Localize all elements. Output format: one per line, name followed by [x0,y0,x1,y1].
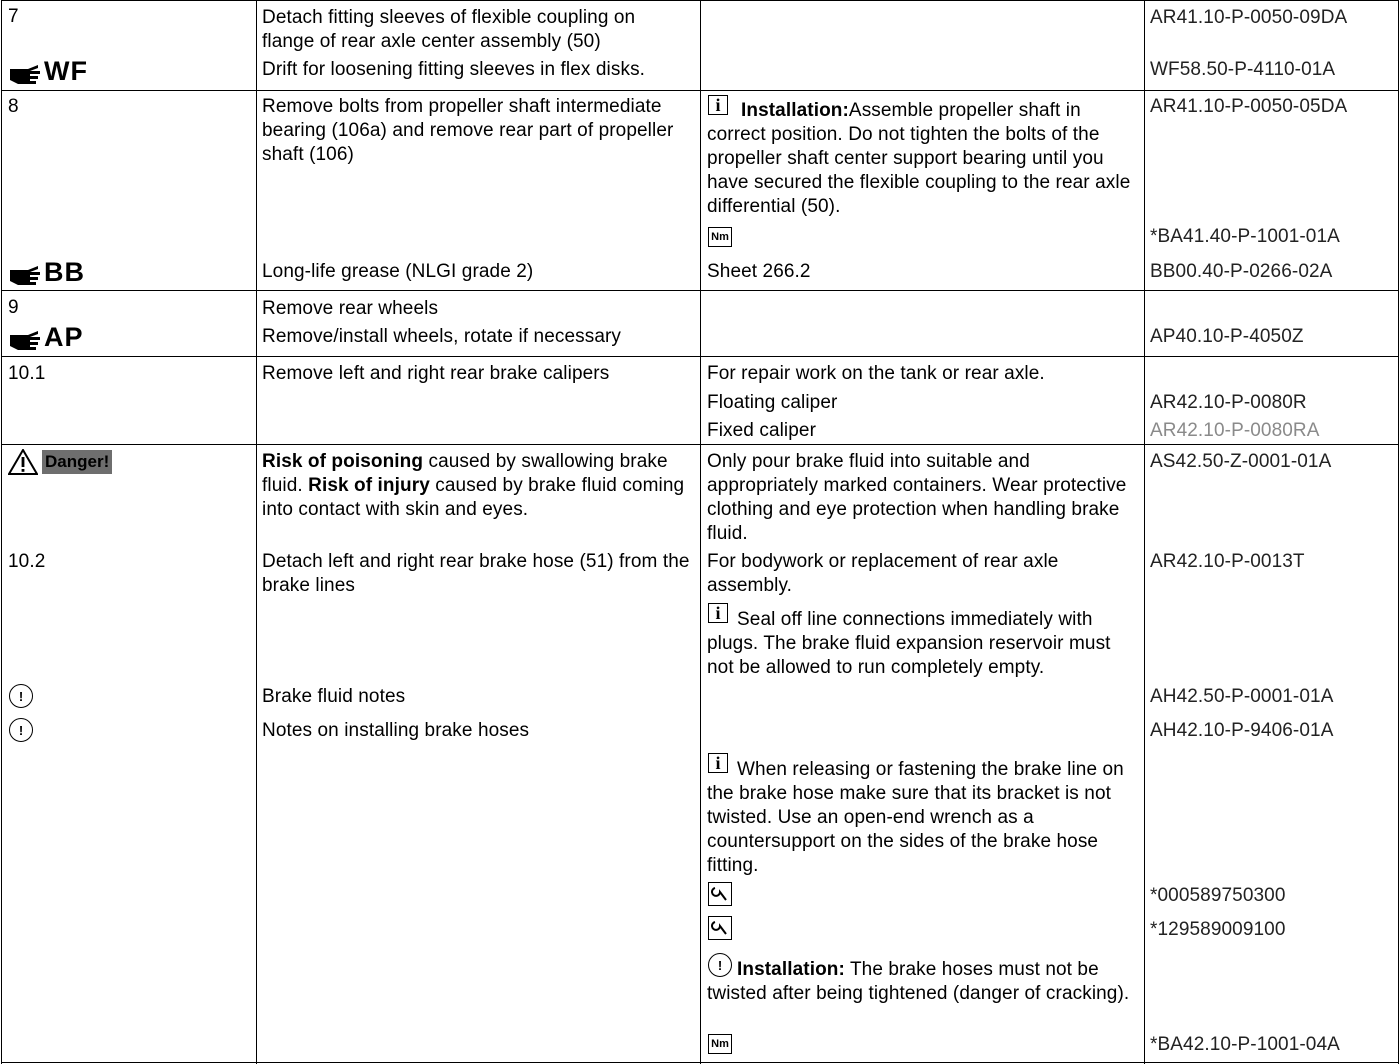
step-note: For bodywork or replacement of rear axle assembly. [707,551,1059,596]
note-text: The brake hoses must not be twisted after being tightened (danger of cracking). [707,959,1130,1004]
note-reference-icon: ! [9,684,33,708]
tool-reference [8,56,88,87]
risk-heading: Risk of injury [308,475,430,496]
column-divider [1144,0,1145,1064]
torque-nm-icon: Nm [708,1034,732,1054]
column-divider [1398,0,1399,1064]
info-icon: i [708,603,728,623]
notes-label: Notes on installing brake hoses [262,720,530,741]
procedure-code: AP [44,322,84,352]
reference-link[interactable]: BB00.40-P-0266-02A [1150,261,1333,282]
info-icon: i [708,95,728,115]
pointing-hand-icon [8,260,42,286]
risk-text: caused by swallowing brake fluid. [262,451,668,496]
danger-badge: Danger! [42,450,112,474]
step-number: 10.1 [8,363,46,384]
danger-label [8,449,112,475]
danger-text [262,450,694,522]
step-number: 7 [8,6,19,27]
danger-note: Only pour brake fluid into suitable and appropriately marked containers. Wear protective clothing and eye protection when handling brake fluid. [707,451,1127,544]
reference-link[interactable]: *BA41.40-P-1001-01A [1150,226,1340,247]
installation-note [707,99,1141,219]
step-number: 9 [8,297,19,318]
step-number: 10.2 [8,551,46,572]
procedure-reference [8,322,84,353]
tool-code: WF [44,56,88,86]
note-reference-icon: ! [9,718,33,742]
reference-link[interactable]: AR42.10-P-0080RA [1150,420,1320,441]
warning-icon [8,449,38,475]
reference-link[interactable]: AP40.10-P-4050Z [1150,326,1304,347]
reference-link[interactable]: *BA42.10-P-1001-04A [1150,1034,1340,1055]
reference-link[interactable]: *129589009100 [1150,919,1286,940]
installation-note [707,958,1139,1006]
reference-link[interactable]: AH42.50-P-0001-01A [1150,686,1334,707]
tool-text: Drift for loosening fitting sleeves in flex disks. [262,59,646,80]
pointing-hand-icon [8,59,42,85]
notes-label: Brake fluid notes [262,686,406,707]
consumable-code: BB [44,257,85,287]
step-text: Remove rear wheels [262,298,439,319]
step-text: Detach fitting sleeves of flexible coupling on flange of rear axle center assembly (50) [262,7,636,52]
column-divider [700,0,701,1064]
step-number: 8 [8,96,19,117]
note-heading: Installation: [741,100,849,121]
reference-link[interactable]: AR42.10-P-0080R [1150,392,1307,413]
procedure-text: Remove/install wheels, rotate if necessary [262,326,622,347]
option-label: Fixed caliper [707,420,817,441]
reference-link[interactable]: AS42.50-Z-0001-01A [1150,451,1332,472]
note-heading: Installation: [737,959,845,980]
reference-link[interactable]: *000589750300 [1150,885,1286,906]
risk-text: caused by brake fluid coming into contact with skin and eyes. [262,475,685,520]
step-text: Remove left and right rear brake calipers [262,363,610,384]
step-note: For repair work on the tank or rear axle. [707,363,1045,384]
reference-link[interactable]: AR41.10-P-0050-05DA [1150,96,1348,117]
column-divider [1,0,2,1064]
special-tool-icon [708,882,732,906]
reference-link[interactable]: AR42.10-P-0013T [1150,551,1305,572]
pointing-hand-icon [8,325,42,351]
consumable-sheet: Sheet 266.2 [707,261,811,282]
consumable-text: Long-life grease (NLGI grade 2) [262,261,534,282]
note-text: Assemble propeller shaft in correct position. Do not tighten the bolts of the propeller shaft center support bearing until you have secured the flexible coupling to the rear axle differential (50). [707,100,1131,217]
torque-nm-icon: Nm [708,227,732,247]
info-note: Seal off line connections immediately with plugs. The brake fluid expansion reservoir must not be allowed to run completely empty. [707,609,1111,678]
step-text: Remove bolts from propeller shaft intermediate bearing (106a) and remove rear part of propeller shaft (106) [262,96,674,165]
special-tool-icon [708,916,732,940]
risk-heading: Risk of poisoning [262,451,424,472]
option-label: Floating caliper [707,392,838,413]
consumable-reference [8,257,85,288]
info-icon: i [708,753,728,773]
info-note: When releasing or fastening the brake line on the brake hose make sure that its bracket is not twisted. Use an open-end wrench as a countersupport on the sides of the brake hose fitting. [707,759,1124,876]
reference-link[interactable]: AH42.10-P-9406-01A [1150,720,1334,741]
reference-link[interactable]: AR41.10-P-0050-09DA [1150,7,1348,28]
reference-link[interactable]: WF58.50-P-4110-01A [1150,59,1336,80]
note-reference-icon: ! [708,953,732,977]
step-text: Detach left and right rear brake hose (51) from the brake lines [262,551,690,596]
column-divider [256,0,257,1064]
